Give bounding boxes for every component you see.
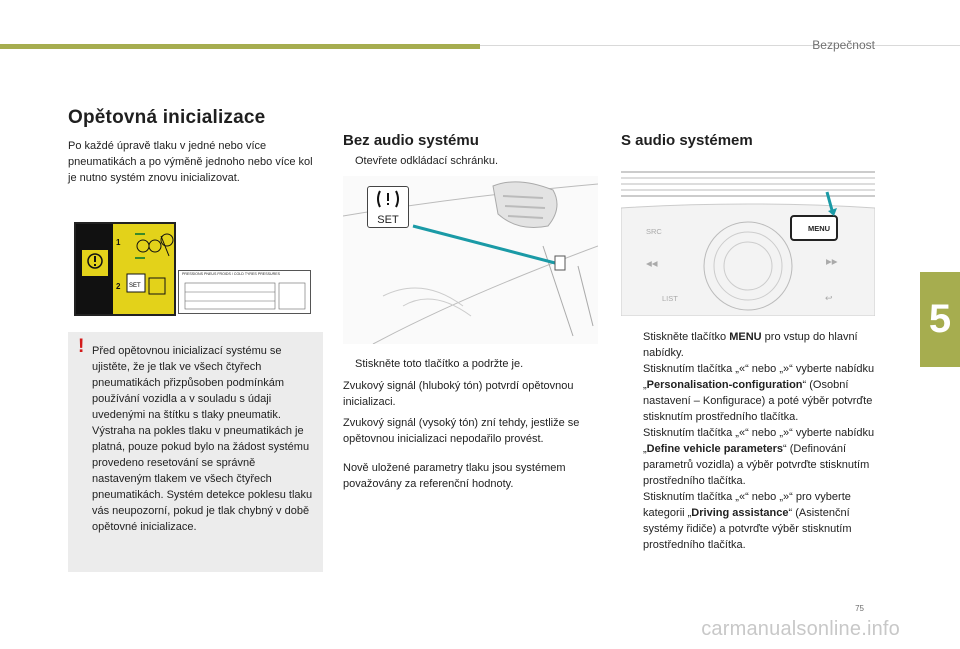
radio-back-icon: ↩: [825, 293, 833, 303]
diagram-illustration: [113, 226, 175, 312]
page-number: 75: [855, 604, 864, 613]
radio-next-icon: ▶▶: [826, 257, 838, 266]
with-audio-title: S audio systémem: [621, 132, 753, 149]
page-title: Opětovná inicializace: [68, 107, 266, 128]
with-audio-step-2: Stisknutím tlačítka „«“ nebo „»“ vyberte nabídku „Personalisation-configuration“ (Osobní nastavení – Konfigurace) a poté výběr potvrďte stisknutím prostředního tlačítka.: [643, 363, 875, 423]
audio-unit-drawing: [621, 168, 875, 316]
radio-list-button: LIST: [662, 294, 678, 303]
header-rule: [480, 45, 960, 46]
chapter-tab: 5: [920, 272, 960, 367]
tpms-icon: [368, 187, 408, 211]
tire-label-table: [179, 277, 310, 313]
tire-pressure-label: [178, 270, 311, 314]
radio-src-button: SRC: [646, 227, 662, 236]
radio-prev-icon: ◀◀: [646, 259, 658, 268]
no-audio-paragraph-2: Zvukový signál (vysoký tón) zní tehdy, jestliže se opětovnou inicializaci nepodařilo provést.: [343, 417, 580, 445]
audio-unit-illustration: [621, 168, 875, 316]
svg-text:SET: SET: [129, 283, 141, 289]
section-title: Bezpečnost: [812, 38, 875, 52]
with-audio-step-1: Stiskněte tlačítko MENU pro vstup do hlavní nabídky.: [643, 331, 858, 359]
with-audio-step-4: Stisknutím tlačítka „«“ nebo „»“ pro vyberte kategorii „Driving assistance“ (Asistenční systémy řidiče) a potvrďte výběr stisknutím prostředního tlačítka.: [643, 491, 852, 551]
diagram-step-2: 2: [116, 282, 121, 291]
watermark: carmanualsonline.info: [701, 618, 900, 640]
warning-exclamation-icon: !: [78, 336, 85, 357]
intro-paragraph: Po každé úpravě tlaku v jedné nebo více pneumatikách a po výměně jednoho nebo více kol je nutno systém znovu inicializovat.: [68, 140, 313, 184]
set-button-illustration: [367, 186, 409, 228]
with-audio-step-3: Stisknutím tlačítka „«“ nebo „»“ vyberte nabídku „Define vehicle parameters“ (Definování parametrů vozidla) a výběr potvrďte stisknutím prostředního tlačítka.: [643, 427, 875, 487]
no-audio-paragraph-3: Nově uložené parametry tlaku jsou systémem považovány za referenční hodnoty.: [343, 462, 566, 490]
with-audio-steps: [621, 329, 876, 553]
header-accent-bar: [0, 44, 480, 49]
no-audio-step-2: Stiskněte toto tlačítko a podržte je.: [355, 358, 524, 370]
warning-text: Před opětovnou inicializací systému se ujistěte, že je tlak ve všech čtyřech pneumatikách přizpůsoben podmínkám používání vozidla a v souladu s údaji uvedenými na štítku s tlaky pneumatik. Výstraha na pokles tlaku v pneumatikách je platná, pouze pokud bylo na žádost systému provedeno resetování se správně nastaveným tlakem ve všech čtyřech pneumatikách. Systém detekce poklesu tlaku vás neupozorní, pokud je tlak chybný v době opětovné inicializace.: [92, 345, 313, 533]
diagram-dark-strip: [76, 224, 113, 314]
no-audio-paragraph-1: Zvukový signál (hluboký tón) potvrdí opětovnou inicializaci.: [343, 380, 574, 408]
no-audio-title: Bez audio systému: [343, 132, 479, 149]
no-audio-step-1: Otevřete odkládací schránku.: [355, 155, 499, 167]
radio-menu-button: MENU: [808, 224, 831, 233]
diagram-step-1: 1: [116, 238, 121, 247]
tire-label-header: PRESSIONS PNEUS FROIDS / COLD TYRES PRESSURES: [182, 272, 280, 276]
set-button-label: SET: [377, 214, 399, 226]
tpms-warning-icon: [76, 224, 113, 314]
